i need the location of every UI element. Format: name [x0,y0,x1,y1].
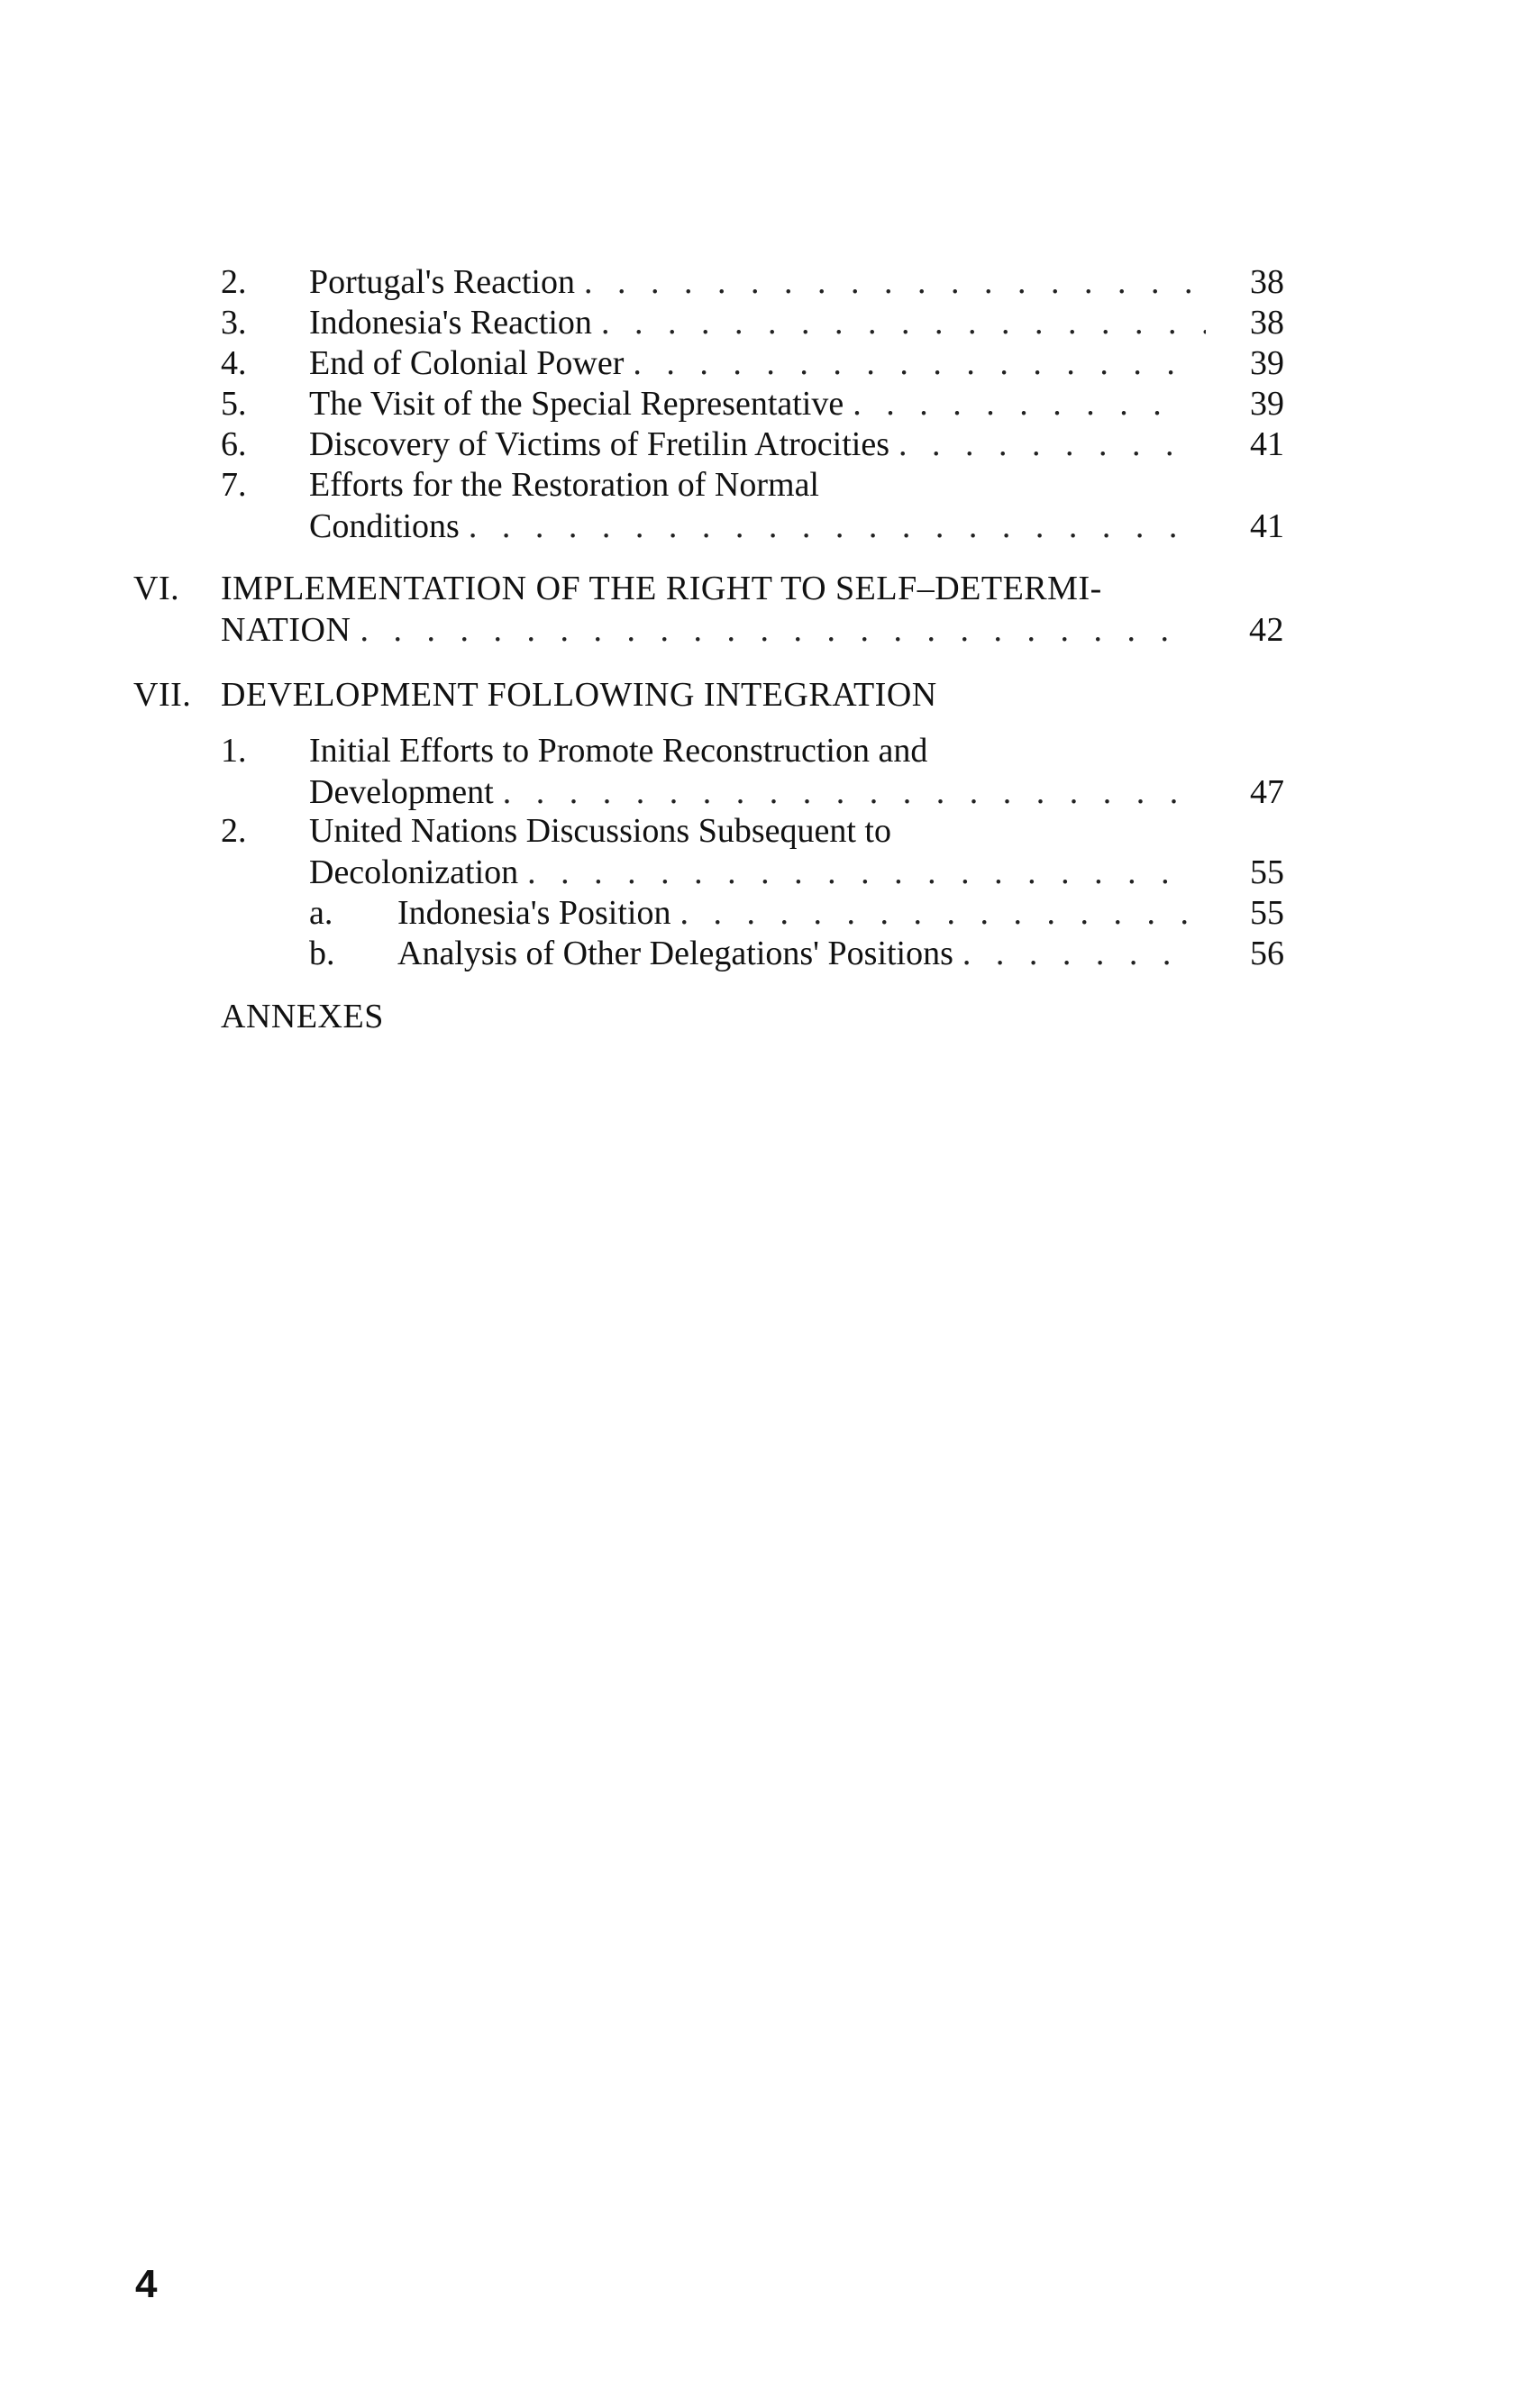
toc-entry-number: 3. [221,304,247,342]
toc-entry-title-line1: Initial Efforts to Promote Reconstruction and [309,732,928,770]
toc-entry-number: 7. [221,466,247,504]
toc-entry-initial-efforts [0,730,1514,820]
leader-dots [518,852,1188,893]
toc-subentry-letter: b. [309,935,335,972]
toc-entry-page: 41 [1250,507,1284,545]
toc-section-number: VII. [133,676,192,714]
page-number: 4 [135,2262,158,2306]
toc-entry-page: 39 [1250,385,1284,423]
toc-entry-page: 39 [1250,344,1284,382]
toc-entry-title-line1: United Nations Discussions Subsequent to [309,812,891,850]
toc-entry-page: 38 [1250,304,1284,342]
leader-dots [624,342,1188,384]
leader-dots [889,424,1188,465]
toc-entry-title-line2: Development [309,773,494,811]
leader-dots [575,261,1206,303]
toc-annexes [221,996,384,1037]
toc-section-title: DEVELOPMENT FOLLOWING INTEGRATION [221,676,937,714]
leader-dots [844,383,1188,424]
toc-subentry-title: Indonesia's Position [397,894,671,932]
toc-entry-un-discussions [0,810,1514,900]
toc-entry-number: 1. [221,732,247,770]
toc-entry-number: 2. [221,263,247,301]
toc-entry-page: 38 [1250,263,1284,301]
toc-entry-number: 2. [221,812,247,850]
toc-entry-title-line2: Decolonization [309,853,519,891]
toc-entry-title: The Visit of the Special Representative [309,385,844,423]
toc-entry-page: 47 [1250,773,1284,811]
toc-section-title-line1: IMPLEMENTATION OF THE RIGHT TO SELF–DETERMI- [221,570,1102,607]
leader-dots [351,609,1188,651]
toc-section-page: 42 [1249,611,1284,649]
toc-subentry-letter: a. [309,894,333,932]
toc-entry-title: Portugal's Reaction [309,263,575,301]
toc-entry-number: 6. [221,425,247,463]
toc-subentry-title: Analysis of Other Delegations' Positions [397,935,953,972]
leader-dots [494,771,1188,813]
toc-entry-title: Indonesia's Reaction [309,304,592,342]
toc-section-title-line2: NATION [221,611,351,649]
toc-entry-title-line1: Efforts for the Restoration of Normal [309,466,819,504]
leader-dots [592,302,1206,343]
toc-entry-title: Discovery of Victims of Fretilin Atrocities [309,425,889,463]
toc-entry-title: End of Colonial Power [309,344,625,382]
toc-section-number: VI. [133,570,180,607]
toc-subentry-page: 55 [1250,894,1284,932]
leader-dots [670,892,1188,934]
toc-entry-restoration-normal-conditions [0,464,1514,554]
toc-section-vi [0,568,1514,658]
leader-dots [460,506,1188,547]
toc-subentry-page: 56 [1250,935,1284,972]
toc-annexes-label: ANNEXES [221,998,384,1035]
toc-entry-page: 55 [1250,853,1284,891]
toc-entry-number: 4. [221,344,247,382]
toc-entry-page: 41 [1250,425,1284,463]
toc-entry-number: 5. [221,385,247,423]
toc-entry-title-line2: Conditions [309,507,460,545]
leader-dots [953,933,1188,974]
